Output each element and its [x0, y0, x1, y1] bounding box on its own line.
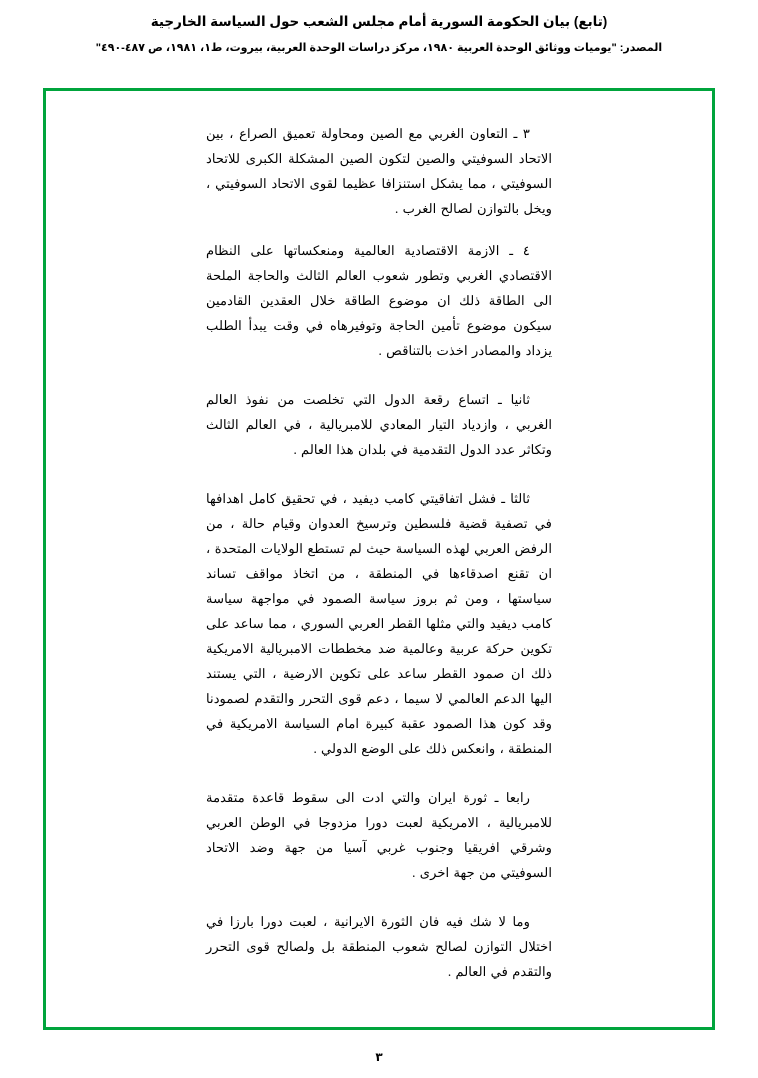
body-text [206, 121, 552, 1001]
content-frame [43, 88, 715, 1030]
paragraph: ثانيا ـ اتساع رقعة الدول التي تخلصت من نفوذ العالم الغربي ، وازدياد التيار المعادي للامبريالية ، في العالم الثالث وتكاثر عدد الدول التقدمية في بلدان هذا العالم . [206, 392, 552, 457]
paragraph: رابعا ـ ثورة ايران والتي ادت الى سقوط قاعدة متقدمة للامبريالية ، الامريكية لعبت دورا مزدوجا في الوطن العربي وشرقي افريقيا وجنوب غربي آسيا من جهة وضد الاتحاد السوفيتي من جهة اخرى . [206, 790, 552, 880]
page-header [0, 0, 758, 54]
paragraph: وما لا شك فيه فان الثورة الايرانية ، لعبت دورا بارزا في اختلال التوازن لصالح شعوب المنطقة بل ولصالح قوى التحرر والتقدم في العالم . [206, 914, 552, 979]
paragraph: ٣ ـ التعاون الغربي مع الصين ومحاولة تعميق الصراع ، بين الاتحاد السوفيتي والصين لتكون الصين المشكلة الكبرى للاتحاد السوفيتي ، مما يشكل استنزافا عظيما لقوى الاتحاد السوفيتي ، ويخل بالتوازن لصالح الغرب . [206, 126, 552, 216]
page-title: (تابع) بيان الحكومة السورية أمام مجلس الشعب حول السياسة الخارجية [150, 14, 608, 29]
source-line: المصدر: "يوميات ووثائق الوحدة العربية ١٩٨٠، مركز دراسات الوحدة العربية، بيروت، ط١، ١٩٨١، ص ٤٨٧-٤٩٠" [95, 42, 663, 54]
page-number: ٣ [375, 1050, 383, 1064]
paragraph: ثالثا ـ فشل اتفاقيتي كامب ديفيد ، في تحقيق كامل اهدافها في تصفية قضية فلسطين وترسيخ العدوان وقيام حالة ، من الرفض العربي لهذه السياسة حيث لم تستطع الولايات المتحدة ، ان تقنع اصدقاءها في المنطقة ، من اتخاذ مواقف تساند سياستها ، ومن ثم بروز سياسة الصمود في مواجهة سياسة كامب ديفيد والتي مثلها القطر العربي السوري ، مما ساعد على تكوين حركة عربية وعالمية ضد مخططات الامبريالية الامريكية ذلك ان صمود القطر ساعد على تكوين الارضية ، التي يستند اليها الدعم العالمي لا سيما ، دعم قوى التحرر والتقدم لصمودنا وقد كون هذا الصمود عقبة كبيرة امام السياسة الامريكية في المنطقة ، وانعكس ذلك على الوضع الدولي . [206, 491, 552, 756]
paragraph: ٤ ـ الازمة الاقتصادية العالمية ومنعكساتها على النظام الاقتصادي الغربي وتطور شعوب العالم الثالث والحاجة الملحة الى الطاقة ذلك ان موضوع الطاقة خلال العقدين القادمين سيكون موضوع تأمين الحاجة وتوفيرهاه في وقت يبدأ الطلب يزداد والمصادر اخذت بالتناقص . [206, 243, 552, 358]
